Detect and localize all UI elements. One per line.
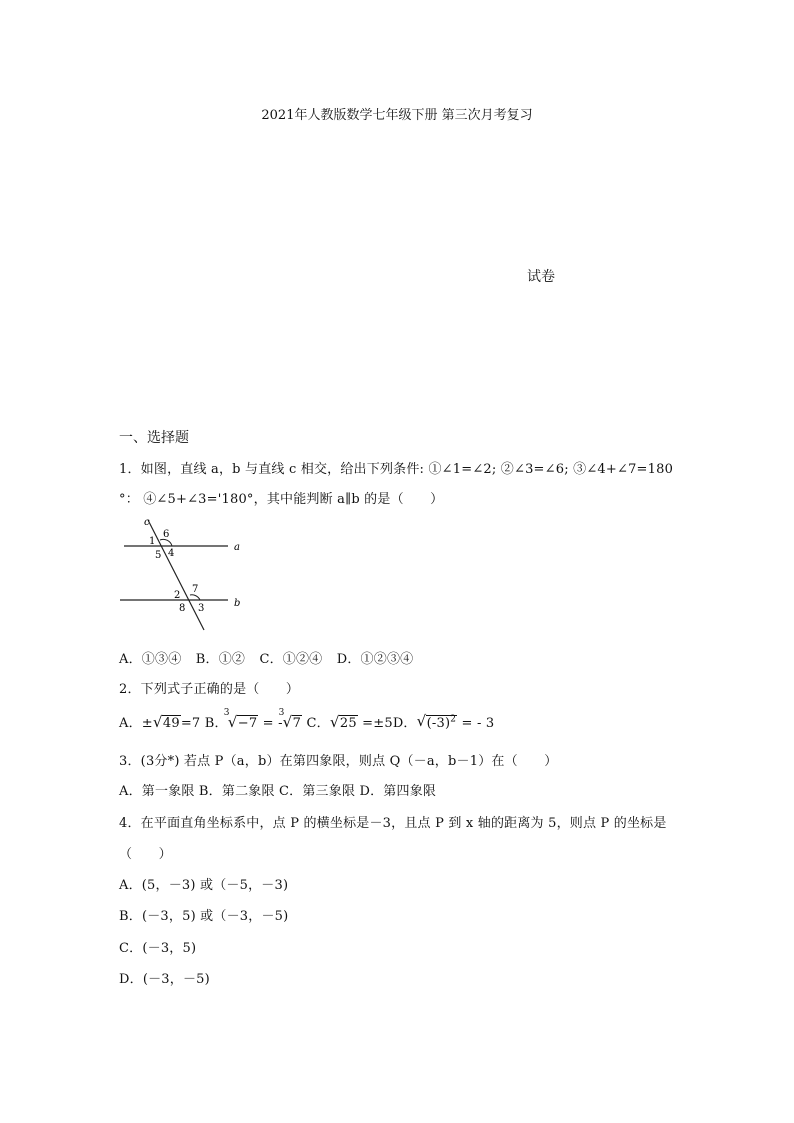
q2-c-suffix: =±5 xyxy=(357,716,393,731)
label-2: 2 xyxy=(174,590,181,601)
q4-option-d: D．(－3，－5) xyxy=(119,972,210,987)
label-c: c xyxy=(144,517,150,528)
q2-stem: 2．下列式子正确的是（ ） xyxy=(119,682,300,697)
angle-arc-top xyxy=(160,539,172,546)
q2-c-prefix: C． xyxy=(306,716,330,731)
q4-option-a: A．(5，－3) 或（－5，－3) xyxy=(119,878,289,893)
q2-c-radical: √ 25 xyxy=(329,713,357,731)
label-7: 7 xyxy=(192,584,199,595)
label-b: b xyxy=(234,598,241,609)
label-5: 5 xyxy=(155,550,162,561)
q2-a-suffix: =7 xyxy=(180,716,201,731)
label-6: 6 xyxy=(163,529,170,540)
q2-a-prefix: A．± xyxy=(119,716,153,731)
angle-arc-bottom xyxy=(190,595,200,600)
q2-d-prefix: D． xyxy=(392,716,417,731)
q2-b-radical: 3 √ −7 xyxy=(223,708,258,731)
q2-b-mid: = - xyxy=(258,716,283,731)
page-subtitle: 试卷 xyxy=(527,269,555,285)
q3-options: A．第一象限 B．第二象限 C．第三象限 D．第四象限 xyxy=(119,784,437,799)
q2-options xyxy=(119,708,495,731)
q1-options xyxy=(119,648,423,667)
label-a: a xyxy=(234,542,240,553)
label-4: 4 xyxy=(168,548,175,559)
q4-stem-cont: （ ） xyxy=(119,847,172,862)
q2-b-prefix: B． xyxy=(204,716,228,731)
label-1: 1 xyxy=(149,536,156,547)
line-c xyxy=(148,520,204,630)
q4-option-c: C．(－3，5) xyxy=(119,941,197,956)
q1-figure xyxy=(116,514,250,632)
label-3: 3 xyxy=(198,603,205,614)
q1-option-d: D．①②③④ xyxy=(336,652,414,667)
q2-b-radical2: 3 √ 7 xyxy=(278,708,302,731)
q4-option-b: B．(－3，5) 或（－3，－5) xyxy=(119,909,289,924)
section-heading: 一、选择题 xyxy=(119,430,189,446)
q3-stem: 3．(3分*) 若点 P（a，b）在第四象限，则点 Q（－a，b－1）在（ ） xyxy=(119,754,558,769)
q2-a-radical: √ 49 xyxy=(152,713,180,731)
q1-stem-line2: °： ④∠5+∠3='180°，其中能判断 a∥b 的是（ ） xyxy=(119,492,444,507)
q4-stem: 4．在平面直角坐标系中，点 P 的横坐标是－3，且点 P 到 x 轴的距离为 5，则点 P 的坐标是 xyxy=(119,816,667,831)
q1-option-c: C．①②④ xyxy=(259,652,323,667)
q1-stem-line1: 1．如图，直线 a，b 与直线 c 相交，给出下列条件: ①∠1=∠2; ②∠3=∠6; ③∠4+∠7=180 xyxy=(119,462,674,477)
q2-d-radical: √ $(-3)^2$ xyxy=(416,711,457,731)
q1-option-b: B．①② xyxy=(195,652,246,667)
label-8: 8 xyxy=(179,603,186,614)
q2-d-suffix: = - 3 xyxy=(457,716,495,731)
q1-option-a: A．①③④ xyxy=(119,652,182,667)
page-title: 2021年人教版数学七年级下册 第三次月考复习 xyxy=(261,108,533,123)
